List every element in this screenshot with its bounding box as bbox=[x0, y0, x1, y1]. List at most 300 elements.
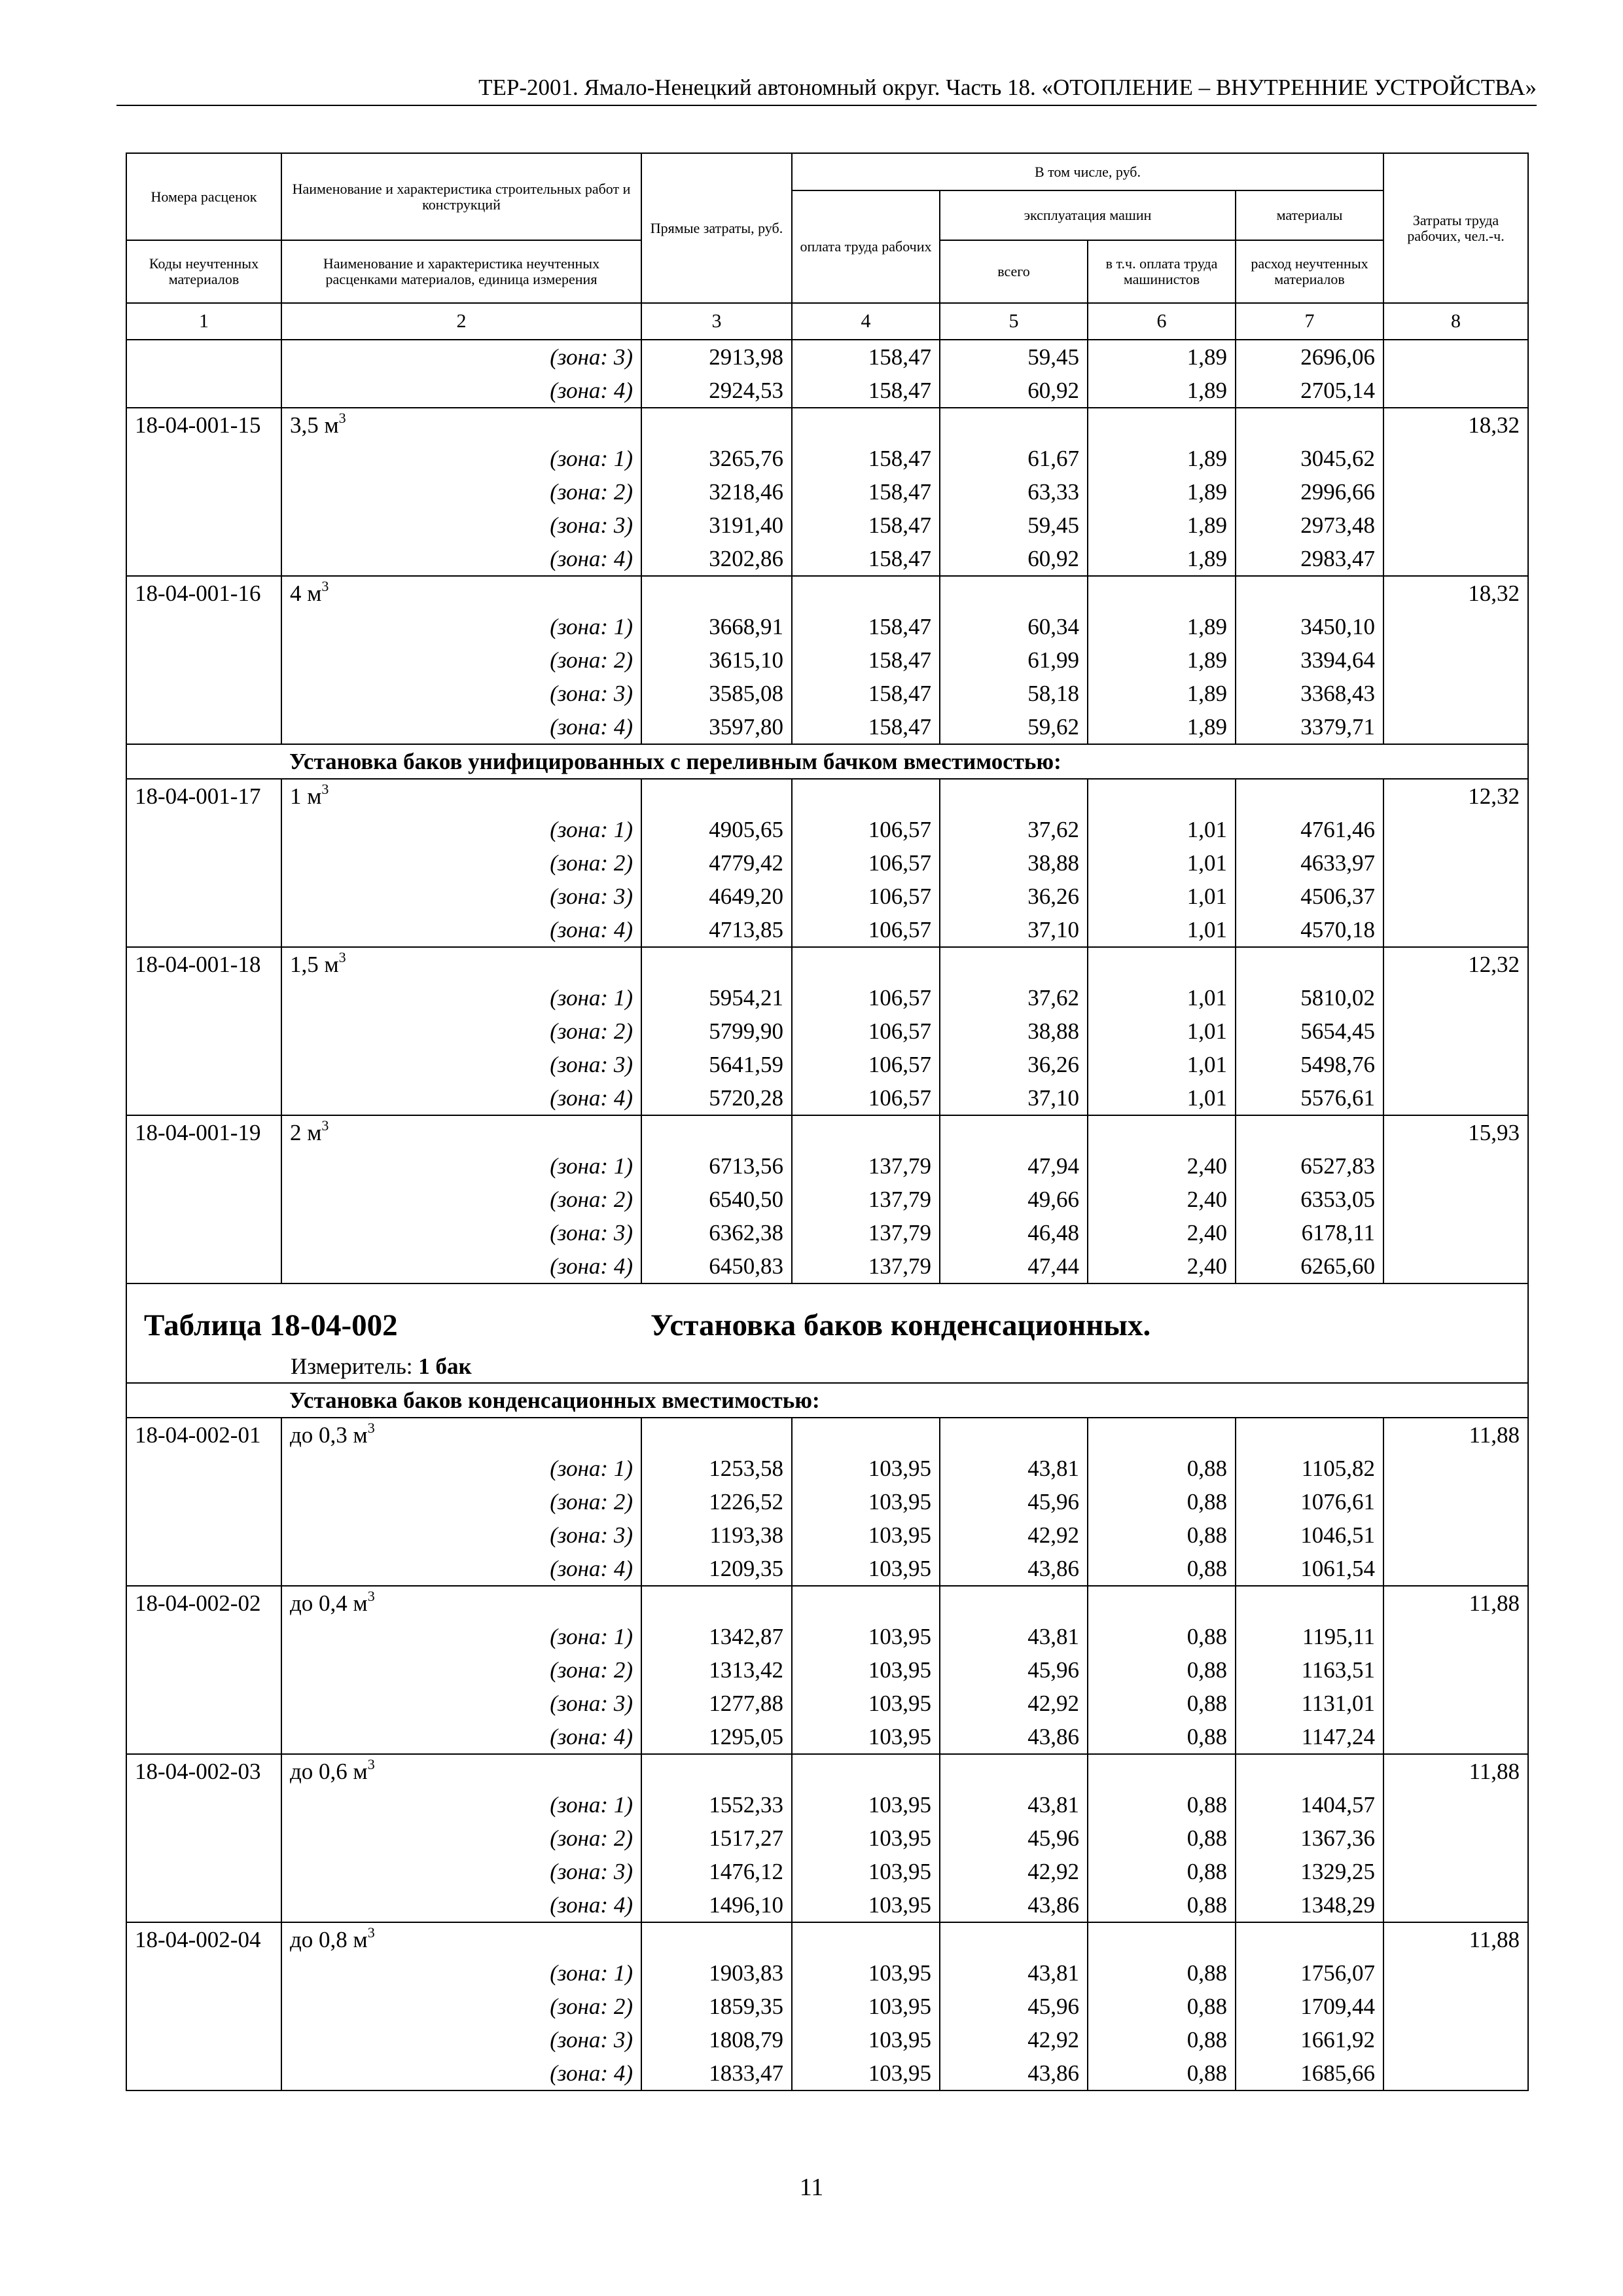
rate-item-row bbox=[126, 1418, 1528, 1452]
zone-label: (зона: 2) bbox=[281, 643, 641, 677]
zone-row bbox=[126, 1855, 1528, 1888]
machines-total: 60,92 bbox=[940, 542, 1088, 576]
machinist-pay: 0,88 bbox=[1088, 1485, 1236, 1518]
machinist-pay: 1,89 bbox=[1088, 710, 1236, 744]
item-name-text: до 0,3 м bbox=[290, 1422, 368, 1448]
item-name-text: 2 м bbox=[290, 1120, 322, 1145]
machines-total: 36,26 bbox=[940, 880, 1088, 913]
rate-code-cell bbox=[126, 542, 281, 576]
column-number: 2 bbox=[281, 303, 641, 340]
zone-row bbox=[126, 1485, 1528, 1518]
materials-cost: 3379,71 bbox=[1236, 710, 1383, 744]
labor-hours: 11,88 bbox=[1383, 1922, 1528, 1956]
zone-label: (зона: 4) bbox=[281, 1249, 641, 1283]
machines-total: 43,81 bbox=[940, 1788, 1088, 1821]
caption-table-name: Установка баков конденсационных. bbox=[651, 1308, 1151, 1342]
zone-label: (зона: 4) bbox=[281, 1552, 641, 1586]
machinist-pay: 0,88 bbox=[1088, 1653, 1236, 1687]
materials-cost: 1367,36 bbox=[1236, 1821, 1383, 1855]
rate-code: 18-04-002-01 bbox=[126, 1418, 281, 1452]
worker-pay: 106,57 bbox=[792, 813, 940, 846]
zone-label: (зона: 2) bbox=[281, 1990, 641, 2023]
item-name-text: до 0,8 м bbox=[290, 1927, 368, 1952]
worker-pay: 137,79 bbox=[792, 1149, 940, 1183]
rate-code-cell bbox=[126, 509, 281, 542]
worker-pay: 106,57 bbox=[792, 913, 940, 947]
zone-row bbox=[126, 374, 1528, 408]
zone-row bbox=[126, 1687, 1528, 1720]
machinist-pay: 1,89 bbox=[1088, 610, 1236, 643]
item-name bbox=[281, 1754, 641, 1788]
worker-pay: 106,57 bbox=[792, 1048, 940, 1081]
direct-cost: 1476,12 bbox=[641, 1855, 792, 1888]
empty-cell bbox=[641, 408, 792, 442]
labor-cell bbox=[1383, 509, 1528, 542]
col1-bottom-header: Коды неучтенных материалов bbox=[126, 240, 281, 303]
col8-header: Затраты труда рабочих, чел.-ч. bbox=[1383, 153, 1528, 303]
machinist-pay: 1,89 bbox=[1088, 442, 1236, 475]
machines-total: 60,92 bbox=[940, 374, 1088, 408]
worker-pay: 158,47 bbox=[792, 542, 940, 576]
worker-pay: 103,95 bbox=[792, 1620, 940, 1653]
zone-row bbox=[126, 643, 1528, 677]
zone-label: (зона: 4) bbox=[281, 542, 641, 576]
zone-row bbox=[126, 1452, 1528, 1485]
zone-row bbox=[126, 2023, 1528, 2056]
worker-pay: 106,57 bbox=[792, 880, 940, 913]
labor-cell bbox=[1383, 1518, 1528, 1552]
item-name-text: 1,5 м bbox=[290, 952, 339, 977]
zone-label: (зона: 1) bbox=[281, 1620, 641, 1653]
direct-cost: 6362,38 bbox=[641, 1216, 792, 1249]
labor-cell bbox=[1383, 1485, 1528, 1518]
direct-cost: 1193,38 bbox=[641, 1518, 792, 1552]
machines-total: 45,96 bbox=[940, 1485, 1088, 1518]
rate-code-cell bbox=[126, 710, 281, 744]
empty-cell bbox=[1088, 1922, 1236, 1956]
machinist-pay: 0,88 bbox=[1088, 1990, 1236, 2023]
zone-row bbox=[126, 1888, 1528, 1922]
labor-hours: 11,88 bbox=[1383, 1418, 1528, 1452]
zone-label: (зона: 1) bbox=[281, 813, 641, 846]
empty-cell bbox=[641, 1586, 792, 1620]
materials-cost: 1076,61 bbox=[1236, 1485, 1383, 1518]
labor-cell bbox=[1383, 1552, 1528, 1586]
rate-code-cell bbox=[126, 1452, 281, 1485]
direct-cost: 5954,21 bbox=[641, 981, 792, 1014]
empty-cell bbox=[940, 1922, 1088, 1956]
zone-label: (зона: 3) bbox=[281, 1048, 641, 1081]
rate-code-cell bbox=[126, 1788, 281, 1821]
worker-pay: 158,47 bbox=[792, 442, 940, 475]
machines-total: 45,96 bbox=[940, 1990, 1088, 2023]
labor-cell bbox=[1383, 1014, 1528, 1048]
empty-cell bbox=[940, 1115, 1088, 1149]
empty-cell bbox=[1236, 1922, 1383, 1956]
empty-cell bbox=[792, 1922, 940, 1956]
rate-code-cell bbox=[126, 2023, 281, 2056]
zone-row bbox=[126, 846, 1528, 880]
empty-cell bbox=[940, 779, 1088, 813]
empty-cell bbox=[1236, 947, 1383, 981]
section-row bbox=[126, 1383, 1528, 1418]
rate-code-cell bbox=[126, 610, 281, 643]
rate-code-cell bbox=[126, 846, 281, 880]
item-name bbox=[281, 1922, 641, 1956]
zone-label: (зона: 4) bbox=[281, 1081, 641, 1115]
machines-total: 46,48 bbox=[940, 1216, 1088, 1249]
zone-label: (зона: 4) bbox=[281, 1888, 641, 1922]
worker-pay: 103,95 bbox=[792, 1720, 940, 1754]
labor-hours: 11,88 bbox=[1383, 1754, 1528, 1788]
rate-code-cell bbox=[126, 442, 281, 475]
machines-total: 37,62 bbox=[940, 813, 1088, 846]
rate-code-cell bbox=[126, 1216, 281, 1249]
column-number: 1 bbox=[126, 303, 281, 340]
machines-header: эксплуатация машин bbox=[940, 190, 1236, 240]
machines-total: 43,86 bbox=[940, 1888, 1088, 1922]
rate-code: 18-04-001-19 bbox=[126, 1115, 281, 1149]
zone-label: (зона: 4) bbox=[281, 913, 641, 947]
worker-pay: 103,95 bbox=[792, 1552, 940, 1586]
zone-label: (зона: 3) bbox=[281, 1518, 641, 1552]
rate-item-row bbox=[126, 1754, 1528, 1788]
page-header: ТЕР-2001. Ямало-Ненецкий автономный округ. Часть 18. «ОТОПЛЕНИЕ – ВНУТРЕННИЕ УСТРОЙСТВА» bbox=[116, 71, 1537, 106]
section-title: Установка баков унифицированных с переливным бачком вместимостью: bbox=[126, 744, 1528, 779]
labor-cell bbox=[1383, 1687, 1528, 1720]
section-row bbox=[126, 744, 1528, 779]
direct-cost: 1313,42 bbox=[641, 1653, 792, 1687]
section-title: Установка баков конденсационных вместимостью: bbox=[126, 1383, 1528, 1418]
machines-total: 42,92 bbox=[940, 1687, 1088, 1720]
item-name-superscript: 3 bbox=[367, 1756, 375, 1772]
col2-top-header: Наименование и характеристика строительных работ и конструкций bbox=[281, 153, 641, 240]
machines-total: 38,88 bbox=[940, 1014, 1088, 1048]
worker-pay: 103,95 bbox=[792, 1452, 940, 1485]
machinist-pay: 1,01 bbox=[1088, 1048, 1236, 1081]
labor-cell bbox=[1383, 1653, 1528, 1687]
column-number: 4 bbox=[792, 303, 940, 340]
machinist-pay: 1,89 bbox=[1088, 677, 1236, 710]
zone-label: (зона: 1) bbox=[281, 1788, 641, 1821]
labor-cell bbox=[1383, 813, 1528, 846]
rate-code-cell bbox=[126, 475, 281, 509]
direct-cost: 4779,42 bbox=[641, 846, 792, 880]
col3-header: Прямые затраты, руб. bbox=[641, 153, 792, 303]
rate-code-cell bbox=[126, 1485, 281, 1518]
machines-total: 47,44 bbox=[940, 1249, 1088, 1283]
rate-code-cell bbox=[126, 643, 281, 677]
labor-cell bbox=[1383, 1855, 1528, 1888]
item-name bbox=[281, 779, 641, 813]
meter-value: 1 бак bbox=[418, 1354, 472, 1379]
machinist-pay: 1,01 bbox=[1088, 981, 1236, 1014]
zone-row bbox=[126, 1956, 1528, 1990]
direct-cost: 3191,40 bbox=[641, 509, 792, 542]
table-body bbox=[126, 340, 1528, 2090]
zone-row bbox=[126, 1048, 1528, 1081]
labor-cell bbox=[1383, 1183, 1528, 1216]
rate-code-cell bbox=[126, 880, 281, 913]
meter-label: Измеритель: bbox=[291, 1354, 413, 1379]
empty-cell bbox=[1088, 408, 1236, 442]
materials-cost: 4570,18 bbox=[1236, 913, 1383, 947]
rate-code: 18-04-001-15 bbox=[126, 408, 281, 442]
empty-cell bbox=[641, 576, 792, 610]
worker-pay: 137,79 bbox=[792, 1183, 940, 1216]
direct-cost: 4905,65 bbox=[641, 813, 792, 846]
labor-hours: 12,32 bbox=[1383, 779, 1528, 813]
worker-pay: 103,95 bbox=[792, 1485, 940, 1518]
direct-cost: 4649,20 bbox=[641, 880, 792, 913]
zone-label: (зона: 1) bbox=[281, 981, 641, 1014]
machines-total: 36,26 bbox=[940, 1048, 1088, 1081]
machines-total: 59,45 bbox=[940, 509, 1088, 542]
machines-total: 37,10 bbox=[940, 913, 1088, 947]
machines-total: 43,86 bbox=[940, 2056, 1088, 2090]
rate-code-cell bbox=[126, 1687, 281, 1720]
machines-total: 37,62 bbox=[940, 981, 1088, 1014]
direct-cost: 3597,80 bbox=[641, 710, 792, 744]
direct-cost: 1342,87 bbox=[641, 1620, 792, 1653]
empty-cell bbox=[1236, 1418, 1383, 1452]
worker-pay: 103,95 bbox=[792, 1821, 940, 1855]
col6-header: в т.ч. оплата труда машинистов bbox=[1088, 240, 1236, 303]
zone-row bbox=[126, 340, 1528, 374]
machinist-pay: 1,89 bbox=[1088, 509, 1236, 542]
machines-total: 43,86 bbox=[940, 1552, 1088, 1586]
item-name-text: 3,5 м bbox=[290, 412, 339, 438]
direct-cost: 1552,33 bbox=[641, 1788, 792, 1821]
machines-total: 47,94 bbox=[940, 1149, 1088, 1183]
worker-pay: 106,57 bbox=[792, 1014, 940, 1048]
labor-cell bbox=[1383, 1788, 1528, 1821]
zone-label: (зона: 2) bbox=[281, 1821, 641, 1855]
materials-cost: 6265,60 bbox=[1236, 1249, 1383, 1283]
labor-cell bbox=[1383, 981, 1528, 1014]
worker-pay: 106,57 bbox=[792, 981, 940, 1014]
empty-cell bbox=[792, 1418, 940, 1452]
labor-hours: 12,32 bbox=[1383, 947, 1528, 981]
direct-cost: 5641,59 bbox=[641, 1048, 792, 1081]
empty-cell bbox=[792, 1754, 940, 1788]
item-name-superscript: 3 bbox=[321, 781, 329, 797]
rate-code-cell bbox=[126, 1249, 281, 1283]
machinist-pay: 2,40 bbox=[1088, 1183, 1236, 1216]
direct-cost: 1517,27 bbox=[641, 1821, 792, 1855]
labor-cell bbox=[1383, 1249, 1528, 1283]
rates-table bbox=[126, 152, 1529, 2091]
rate-code: 18-04-002-03 bbox=[126, 1754, 281, 1788]
labor-cell bbox=[1383, 1888, 1528, 1922]
zone-row bbox=[126, 542, 1528, 576]
machines-total: 59,45 bbox=[940, 340, 1088, 374]
direct-cost: 5720,28 bbox=[641, 1081, 792, 1115]
labor-cell bbox=[1383, 1990, 1528, 2023]
labor-cell bbox=[1383, 542, 1528, 576]
rate-item-row bbox=[126, 1586, 1528, 1620]
machinist-pay: 1,01 bbox=[1088, 846, 1236, 880]
zone-row bbox=[126, 1216, 1528, 1249]
zone-label: (зона: 3) bbox=[281, 677, 641, 710]
machinist-pay: 2,40 bbox=[1088, 1249, 1236, 1283]
zone-row bbox=[126, 475, 1528, 509]
labor-cell bbox=[1383, 2056, 1528, 2090]
machinist-pay: 0,88 bbox=[1088, 2023, 1236, 2056]
materials-cost: 1061,54 bbox=[1236, 1552, 1383, 1586]
zone-label: (зона: 2) bbox=[281, 1014, 641, 1048]
worker-pay: 158,47 bbox=[792, 374, 940, 408]
worker-pay: 158,47 bbox=[792, 509, 940, 542]
table-caption-row bbox=[126, 1283, 1528, 1383]
zone-label: (зона: 3) bbox=[281, 340, 641, 374]
labor-cell bbox=[1383, 1720, 1528, 1754]
item-name-superscript: 3 bbox=[321, 1117, 329, 1134]
empty-cell bbox=[792, 1586, 940, 1620]
machinist-pay: 1,89 bbox=[1088, 475, 1236, 509]
labor-hours: 18,32 bbox=[1383, 576, 1528, 610]
caption-table-number: Таблица 18-04-002 bbox=[144, 1308, 398, 1342]
labor-cell bbox=[1383, 610, 1528, 643]
materials-cost: 3450,10 bbox=[1236, 610, 1383, 643]
empty-cell bbox=[641, 1418, 792, 1452]
item-name-superscript: 3 bbox=[338, 949, 346, 965]
machinist-pay: 0,88 bbox=[1088, 1888, 1236, 1922]
rate-code: 18-04-002-04 bbox=[126, 1922, 281, 1956]
direct-cost: 2913,98 bbox=[641, 340, 792, 374]
materials-cost: 4761,46 bbox=[1236, 813, 1383, 846]
labor-cell bbox=[1383, 1821, 1528, 1855]
table-head bbox=[126, 153, 1528, 340]
materials-cost: 1131,01 bbox=[1236, 1687, 1383, 1720]
column-number: 3 bbox=[641, 303, 792, 340]
labor-cell bbox=[1383, 442, 1528, 475]
column-number: 7 bbox=[1236, 303, 1383, 340]
item-name-text: до 0,4 м bbox=[290, 1590, 368, 1616]
column-number: 6 bbox=[1088, 303, 1236, 340]
machines-total: 45,96 bbox=[940, 1653, 1088, 1687]
direct-cost: 1209,35 bbox=[641, 1552, 792, 1586]
zone-label: (зона: 3) bbox=[281, 2023, 641, 2056]
rate-code-cell bbox=[126, 1653, 281, 1687]
col2-bottom-header: Наименование и характеристика неучтенных расценками материалов, единица измерения bbox=[281, 240, 641, 303]
materials-cost: 1348,29 bbox=[1236, 1888, 1383, 1922]
materials-cost: 5654,45 bbox=[1236, 1014, 1383, 1048]
machinist-pay: 0,88 bbox=[1088, 1452, 1236, 1485]
rate-item-row bbox=[126, 1115, 1528, 1149]
machinist-pay: 1,89 bbox=[1088, 643, 1236, 677]
rate-code-cell bbox=[126, 981, 281, 1014]
zone-row bbox=[126, 1620, 1528, 1653]
labor-cell bbox=[1383, 880, 1528, 913]
zone-label: (зона: 1) bbox=[281, 1149, 641, 1183]
machines-total: 63,33 bbox=[940, 475, 1088, 509]
direct-cost: 3218,46 bbox=[641, 475, 792, 509]
direct-cost: 6540,50 bbox=[641, 1183, 792, 1216]
item-name-superscript: 3 bbox=[367, 1588, 375, 1604]
materials-cost: 1195,11 bbox=[1236, 1620, 1383, 1653]
empty-cell bbox=[1088, 779, 1236, 813]
rate-code-cell bbox=[126, 2056, 281, 2090]
rate-code-cell bbox=[126, 1149, 281, 1183]
machines-total: 43,81 bbox=[940, 1452, 1088, 1485]
zone-row bbox=[126, 1653, 1528, 1687]
rate-code-cell bbox=[126, 374, 281, 408]
labor-cell bbox=[1383, 374, 1528, 408]
empty-cell bbox=[792, 1115, 940, 1149]
rate-code: 18-04-002-02 bbox=[126, 1586, 281, 1620]
materials-cost: 2705,14 bbox=[1236, 374, 1383, 408]
zone-label: (зона: 3) bbox=[281, 1855, 641, 1888]
labor-cell bbox=[1383, 913, 1528, 947]
materials-cost: 2696,06 bbox=[1236, 340, 1383, 374]
item-name-text: 4 м bbox=[290, 581, 322, 606]
direct-cost: 3202,86 bbox=[641, 542, 792, 576]
labor-cell bbox=[1383, 846, 1528, 880]
zone-label: (зона: 1) bbox=[281, 1956, 641, 1990]
zone-label: (зона: 3) bbox=[281, 880, 641, 913]
zone-row bbox=[126, 2056, 1528, 2090]
zone-row bbox=[126, 1552, 1528, 1586]
worker-pay: 103,95 bbox=[792, 1990, 940, 2023]
col1-top-header: Номера расценок bbox=[126, 153, 281, 240]
zone-row bbox=[126, 1518, 1528, 1552]
caption-box bbox=[127, 1284, 1527, 1382]
labor-cell bbox=[1383, 643, 1528, 677]
materials-cost: 2973,48 bbox=[1236, 509, 1383, 542]
zone-row bbox=[126, 1990, 1528, 2023]
worker-pay: 103,95 bbox=[792, 1855, 940, 1888]
rate-code-cell bbox=[126, 1821, 281, 1855]
materials-cost: 3394,64 bbox=[1236, 643, 1383, 677]
worker-pay: 106,57 bbox=[792, 1081, 940, 1115]
zone-row bbox=[126, 610, 1528, 643]
machinist-pay: 1,01 bbox=[1088, 813, 1236, 846]
rate-code-cell bbox=[126, 1956, 281, 1990]
item-name-text: 1 м bbox=[290, 783, 322, 809]
labor-cell bbox=[1383, 340, 1528, 374]
empty-cell bbox=[1088, 1115, 1236, 1149]
item-name-superscript: 3 bbox=[367, 1420, 375, 1436]
rate-code: 18-04-001-18 bbox=[126, 947, 281, 981]
empty-cell bbox=[1088, 576, 1236, 610]
empty-cell bbox=[940, 947, 1088, 981]
item-name bbox=[281, 1418, 641, 1452]
machinist-pay: 2,40 bbox=[1088, 1216, 1236, 1249]
machines-total: 60,34 bbox=[940, 610, 1088, 643]
empty-cell bbox=[641, 1922, 792, 1956]
direct-cost: 1903,83 bbox=[641, 1956, 792, 1990]
worker-pay: 158,47 bbox=[792, 340, 940, 374]
zone-row bbox=[126, 1014, 1528, 1048]
worker-pay: 103,95 bbox=[792, 1788, 940, 1821]
zone-row bbox=[126, 1149, 1528, 1183]
materials-cost: 1105,82 bbox=[1236, 1452, 1383, 1485]
zone-label: (зона: 4) bbox=[281, 2056, 641, 2090]
zone-row bbox=[126, 1720, 1528, 1754]
machinist-pay: 0,88 bbox=[1088, 1720, 1236, 1754]
direct-cost: 1496,10 bbox=[641, 1888, 792, 1922]
empty-cell bbox=[641, 779, 792, 813]
rate-item-row bbox=[126, 408, 1528, 442]
empty-cell bbox=[940, 408, 1088, 442]
machines-total: 42,92 bbox=[940, 2023, 1088, 2056]
machines-total: 38,88 bbox=[940, 846, 1088, 880]
materials-cost: 1685,66 bbox=[1236, 2056, 1383, 2090]
rate-item-row bbox=[126, 779, 1528, 813]
labor-cell bbox=[1383, 677, 1528, 710]
machinist-pay: 1,01 bbox=[1088, 1014, 1236, 1048]
